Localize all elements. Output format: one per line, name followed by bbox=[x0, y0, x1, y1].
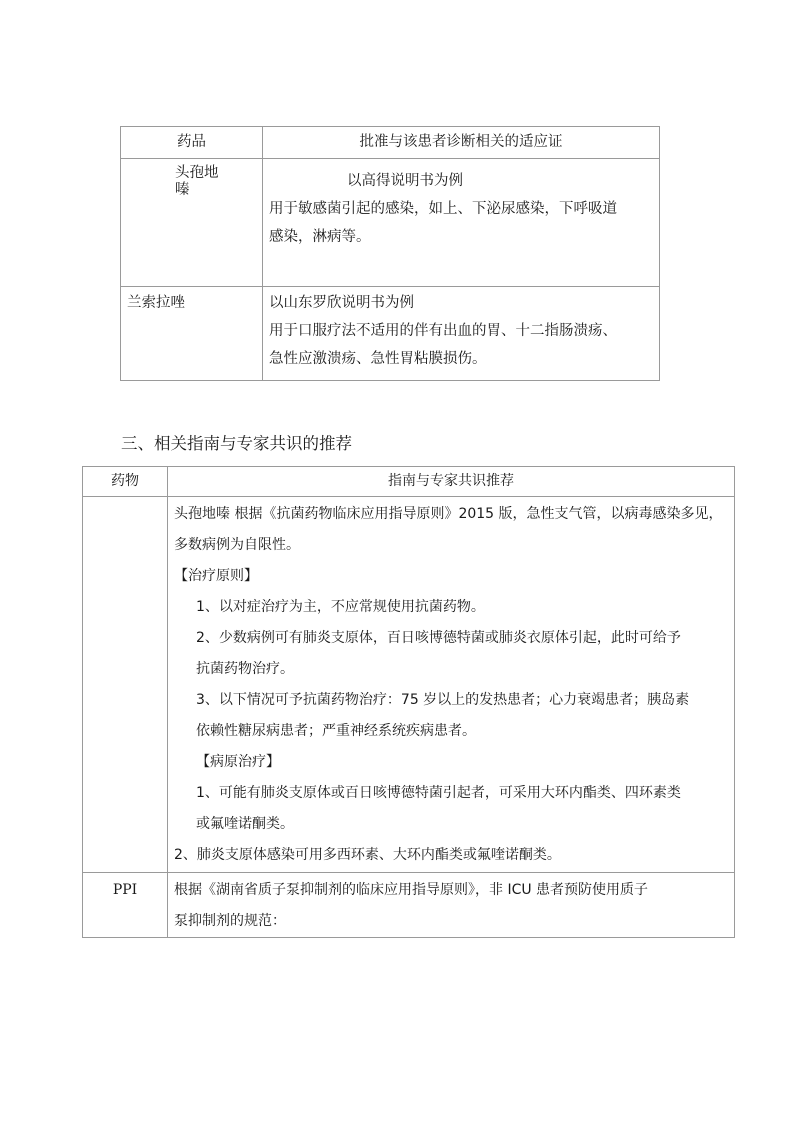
guideline-cell bbox=[168, 497, 735, 873]
drug-name-line2: 嗪 bbox=[175, 182, 190, 198]
guideline-line: 或氟喹诺酮类。 bbox=[196, 816, 294, 832]
guideline-line: 多数病例为自限性。 bbox=[174, 537, 300, 553]
guideline-line: 抗菌药物治疗。 bbox=[196, 661, 294, 677]
guideline-cell bbox=[168, 873, 735, 938]
guideline-line: 3、以下情况可予抗菌药物治疗：75 岁以上的发热患者；心力衰竭患者；胰岛素 bbox=[196, 692, 690, 708]
table-header-row bbox=[121, 127, 660, 159]
table-row bbox=[83, 497, 735, 873]
guideline-line: 根据《湖南省质子泵抑制剂的临床应用指导原则》，非 ICU 患者预防使用质子 bbox=[174, 882, 649, 898]
indication-text-line1: 用于敏感菌引起的感染，如上、下泌尿感染，下呼吸道 bbox=[269, 201, 617, 217]
guideline-table bbox=[82, 466, 735, 938]
indication-cell bbox=[263, 287, 660, 381]
guideline-line: 依赖性糖尿病患者；严重神经系统疾病患者。 bbox=[196, 723, 476, 739]
drug-cell bbox=[83, 497, 168, 873]
table-header-row bbox=[83, 467, 735, 497]
guideline-line: 1、以对症治疗为主，不应常规使用抗菌药物。 bbox=[196, 599, 485, 615]
indication-cell bbox=[263, 159, 660, 287]
header-indication: 批准与该患者诊断相关的适应证 bbox=[263, 127, 660, 159]
drug-cell bbox=[121, 159, 263, 287]
guideline-line: 1、可能有肺炎支原体或百日咳博德特菌引起者，可采用大环内酯类、四环素类 bbox=[196, 785, 681, 801]
guideline-line: 2、肺炎支原体感染可用多西环素、大环内酯类或氟喹诺酮类。 bbox=[174, 847, 561, 863]
header-drug: 药品 bbox=[121, 127, 263, 159]
drug-name-line1: 头孢地 bbox=[175, 165, 219, 181]
section-heading: 三、相关指南与专家共识的推荐 bbox=[121, 434, 352, 453]
drug-cell bbox=[83, 873, 168, 938]
header-guideline: 指南与专家共识推荐 bbox=[168, 467, 735, 497]
reference-label: 以高得说明书为例 bbox=[347, 173, 463, 189]
table-row bbox=[121, 159, 660, 287]
indication-table bbox=[120, 126, 660, 381]
indication-text-line1: 用于口服疗法不适用的伴有出血的胃、十二指肠溃疡、 bbox=[269, 323, 617, 339]
table-row bbox=[121, 287, 660, 381]
drug-name: PPI bbox=[112, 882, 138, 898]
indication-text-line2: 急性应激溃疡、急性胃粘膜损伤。 bbox=[269, 351, 487, 367]
reference-label: 以山东罗欣说明书为例 bbox=[269, 295, 414, 311]
drug-name: 兰索拉唑 bbox=[127, 295, 185, 311]
indication-text-line2: 感染，淋病等。 bbox=[269, 229, 371, 245]
guideline-line: 泵抑制剂的规范： bbox=[174, 913, 286, 929]
table-row bbox=[83, 873, 735, 938]
header-drug: 药物 bbox=[83, 467, 168, 497]
guideline-line: 2、少数病例可有肺炎支原体，百日咳博德特菌或肺炎衣原体引起，此时可给予 bbox=[196, 630, 681, 646]
guideline-line: 头孢地嗪 根据《抗菌药物临床应用指导原则》2015 版，急性支气管，以病毒感染多见， bbox=[174, 506, 723, 522]
guideline-line: 【病原治疗】 bbox=[196, 754, 280, 770]
drug-cell bbox=[121, 287, 263, 381]
guideline-line: 【治疗原则】 bbox=[174, 568, 258, 584]
